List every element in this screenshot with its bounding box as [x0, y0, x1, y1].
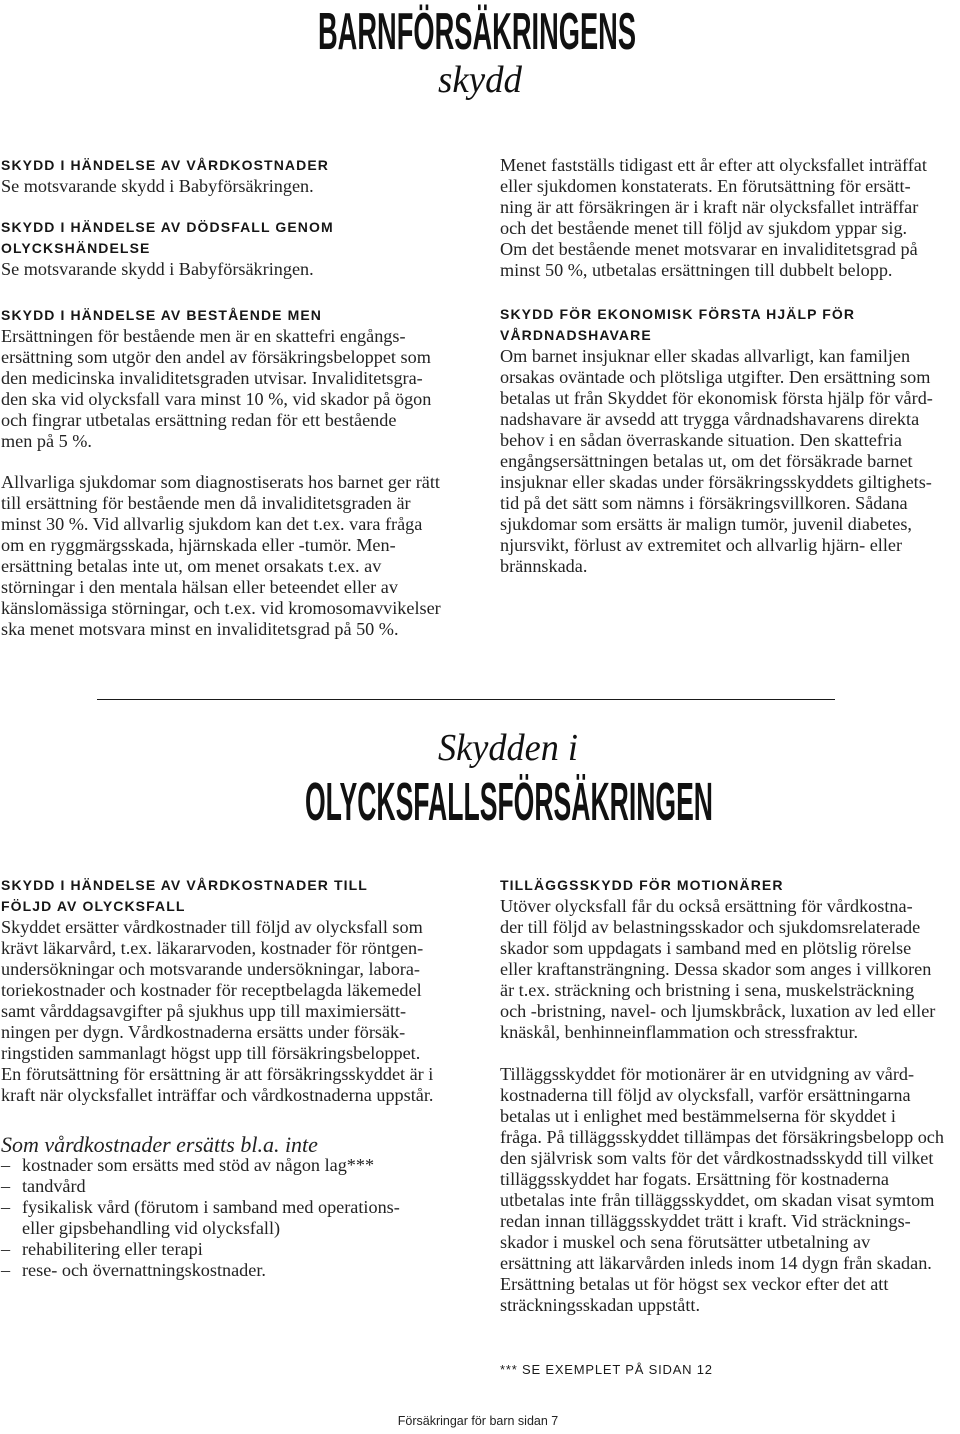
page-footer: Försäkringar för barn sidan 7	[397, 1414, 559, 1428]
section-heading: SKYDD I HÄNDELSE AV VÅRDKOSTNADER	[1, 157, 329, 173]
exclusion-list	[1, 1155, 481, 1281]
dash-bullet: –	[1, 1176, 11, 1196]
text-line: eller kraftansträngning. Dessa skador som anges i villkoren	[500, 959, 932, 979]
list-item-text: kostnader som ersätts med stöd av någon lag***	[22, 1155, 375, 1175]
text-line: störningar i den mentala hälsan eller beteendet eller av	[1, 577, 398, 597]
text-line: En förutsättning för ersättning är att försäkringsskyddet är i	[1, 1064, 434, 1084]
text-line: känslomässiga störningar, och t.ex. vid kromosomavvikelser	[1, 598, 441, 618]
text-line: Om barnet insjuknar eller skadas allvarligt, kan familjen	[500, 346, 911, 366]
page-title	[0, 0, 960, 110]
text-line: fråga. På tilläggsskyddet tillämpas det försäkringsbelopp och	[500, 1127, 944, 1147]
section-heading: FÖLJD AV OLYCKSFALL	[1, 898, 186, 914]
dash-bullet: –	[1, 1260, 11, 1280]
text-line: Menet fastställs tidigast ett år efter att olycksfallet inträffat	[500, 155, 927, 175]
text-line: skador i muskel och sena förutsätter utbetalning av	[500, 1232, 871, 1252]
text-line: och fingrar utbetalas ersättning redan för ett bestående	[1, 410, 397, 430]
text-line: den självrisk som valts för det vårdkostnadsskydd till vilket	[500, 1148, 934, 1168]
text-line: undersökningar och motsvarande undersökningar, labora-	[1, 959, 420, 979]
list-item-text: tandvård	[22, 1176, 86, 1196]
text-line: utbetalas inte från tilläggsskyddet, om skadan visat symtom	[500, 1190, 935, 1210]
text-line: samt vårddagsavgifter på sjukhus upp till maximiersätt-	[1, 1001, 407, 1021]
paragraph	[500, 155, 956, 281]
text-line: Utöver olycksfall får du också ersättning för vårdkostna-	[500, 896, 913, 916]
section-vardkostnader	[1, 155, 481, 197]
text-line: njursvikt, förlust av extremitet och allvarlig hjärn- eller	[500, 535, 903, 555]
text-line: Ersättningen för bestående men är en skattefri engångs-	[1, 326, 406, 346]
dash-bullet: –	[1, 1197, 11, 1217]
text-line: orsakas oväntade och plötsliga utgifter. Den ersättning som	[500, 367, 931, 387]
text-line: tilläggsskyddet har fogats. Ersättning för kostnaderna	[500, 1169, 889, 1189]
text-line: Tilläggsskyddet för motionärer är en utvidgning av vård-	[500, 1064, 915, 1084]
paragraph	[500, 1064, 956, 1316]
section-title-main: OLYCKSFALLSFÖRSÄKRINGEN	[305, 772, 713, 832]
text-line: och -bristning, navel- och ljumskbråck, luxation av led eller	[500, 1001, 936, 1021]
text-line: ningen per dygn. Vårdkostnaderna ersätts under försäk-	[1, 1022, 406, 1042]
dash-bullet: –	[1, 1239, 11, 1259]
text-line: den ska vid olycksfall vara minst 10 %, vid skador på ögon	[1, 389, 432, 409]
list-item	[1, 1239, 481, 1260]
text-line: Ersättning betalas ut för högst sex veckor efter det att	[500, 1274, 889, 1294]
text-line: minst 30 %. Vid allvarlig sjukdom kan det t.ex. vara fråga	[1, 514, 423, 534]
section-heading: OLYCKSHÄNDELSE	[1, 240, 151, 256]
text-line: skador som uppdagats i samband med en plötslig rörelse	[500, 938, 912, 958]
italic-subheading: Som vårdkostnader ersätts bl.a. inte	[1, 1132, 318, 1157]
text-line: betalas ut från Skyddet för ekonomisk första hjälp för vård-	[500, 388, 933, 408]
horizontal-divider	[97, 699, 835, 700]
page-title-script: skydd	[438, 59, 523, 101]
text-line: minst 50 %, utbetalas ersättningen till dubbelt belopp.	[500, 260, 893, 280]
text-line: är t.ex. sträckning och bristning i sena, muskelsträckning	[500, 980, 915, 1000]
text-line: ersättning att läkarvården inleds inom 14 dygn från skadan.	[500, 1253, 932, 1273]
section-title-script: Skydden i	[438, 727, 578, 769]
text-line: knäskål, benhinneinflammation och stressfraktur.	[500, 1022, 859, 1042]
list-item	[1, 1176, 481, 1197]
list-item	[1, 1155, 481, 1176]
text-line: insjuknar eller skadas under försäkringsskyddets giltighets-	[500, 472, 932, 492]
text-line: ska menet motsvara minst en invaliditetsgrad på 50 %.	[1, 619, 399, 639]
text-line: der till följd av belastningsskador och sjukdomsrelaterade	[500, 917, 921, 937]
section-bestaende-men	[1, 305, 481, 452]
text-line: Se motsvarande skydd i Babyförsäkringen.	[1, 176, 314, 196]
text-line: betalas ut i enlighet med bestämmelserna för skyddet i	[500, 1106, 896, 1126]
section-dodsfall	[1, 217, 481, 280]
text-line: kraft när olycksfallet inträffar och vårdkostnaderna uppstår.	[1, 1085, 434, 1105]
text-line: engångsersättningen betalas ut, om det försäkrade barnet	[500, 451, 913, 471]
paragraph	[1, 472, 481, 640]
section-heading: VÅRDNADSHAVARE	[500, 327, 652, 343]
text-line: eller sjukdomen konstaterats. En förutsättning för ersätt-	[500, 176, 911, 196]
section-vardkostnader-olycksfall	[1, 875, 481, 1106]
text-line: kostnaderna till följd av olycksfall, varför ersättningarna	[500, 1085, 911, 1105]
list-item-text: eller gipsbehandling vid olycksfall)	[22, 1218, 281, 1238]
text-line: ersättning som utgör den andel av försäkringsbeloppet som	[1, 347, 431, 367]
text-line: ringstiden sammanlagt högst upp till försäkringsbeloppet.	[1, 1043, 421, 1063]
text-line: ersättning betalas inte ut, om menet orsakats t.ex. av	[1, 556, 382, 576]
text-line: Om det bestående menet motsvarar en invaliditetsgrad på	[500, 239, 918, 259]
text-line: krävt läkarvård, t.ex. läkararvoden, kostnader för röntgen-	[1, 938, 424, 958]
text-line: tid på det sätt som nämns i försäkringsvillkoren. Sådana	[500, 493, 908, 513]
text-line: ning är att försäkringen är i kraft när olycksfallet inträffar	[500, 197, 919, 217]
text-line: sjukdomar som ersätts är malign tumör, juvenil diabetes,	[500, 514, 912, 534]
section-title	[0, 715, 960, 830]
list-item	[1, 1260, 481, 1281]
dash-bullet: –	[1, 1155, 11, 1175]
text-line: Allvarliga sjukdomar som diagnostiserats hos barnet ger rätt	[1, 472, 440, 492]
text-line: Skyddet ersätter vårdkostnader till följd av olycksfall som	[1, 917, 423, 937]
text-line: den medicinska invaliditetsgraden utvisar. Invaliditetsgra-	[1, 368, 423, 388]
text-line: och det bestående menet till följd av sjukdom yppar sig.	[500, 218, 908, 238]
text-line: till ersättning för bestående men då invaliditetsgraden är	[1, 493, 411, 513]
list-item-text: fysikalisk vård (förutom i samband med operations-	[22, 1197, 400, 1217]
section-heading: SKYDD I HÄNDELSE AV VÅRDKOSTNADER TILL	[1, 877, 368, 893]
text-line: sträckningsskadan uppstått.	[500, 1295, 701, 1315]
section-motionarer	[500, 875, 956, 1043]
text-line: men på 5 %.	[1, 431, 92, 451]
section-heading: SKYDD I HÄNDELSE AV DÖDSFALL GENOM	[1, 219, 334, 235]
text-line: om en ryggmärgsskada, hjärnskada eller -tumör. Men-	[1, 535, 396, 555]
list-item-text: rehabilitering eller terapi	[22, 1239, 203, 1259]
text-line: nadshavare är avsedd att trygga vårdnadshavarens direkta	[500, 409, 920, 429]
section-heading: TILLÄGGSSKYDD FÖR MOTIONÄRER	[500, 877, 784, 893]
text-line: toriekostnader och kostnader för receptbelagda läkemedel	[1, 980, 422, 1000]
text-line: Se motsvarande skydd i Babyförsäkringen.	[1, 259, 314, 279]
text-line: brännskada.	[500, 556, 588, 576]
section-heading: SKYDD I HÄNDELSE AV BESTÅENDE MEN	[1, 307, 322, 323]
section-ekonomisk-forsta-hjalp	[500, 304, 956, 577]
text-line: behov i en sådan överraskande situation. Den skattefria	[500, 430, 903, 450]
exclusions-heading	[1, 1134, 481, 1155]
list-item	[1, 1197, 481, 1239]
footnote: *** SE EXEMPLET PÅ SIDAN 12	[500, 1362, 713, 1377]
text-line: redan innan tilläggsskyddet trätt i kraft. Vid sträcknings-	[500, 1211, 911, 1231]
section-heading: SKYDD FÖR EKONOMISK FÖRSTA HJÄLP FÖR	[500, 306, 856, 322]
page-title-main: BARNFÖRSÄKRINGENS	[318, 3, 636, 61]
list-item-text: rese- och övernattningskostnader.	[22, 1260, 266, 1280]
